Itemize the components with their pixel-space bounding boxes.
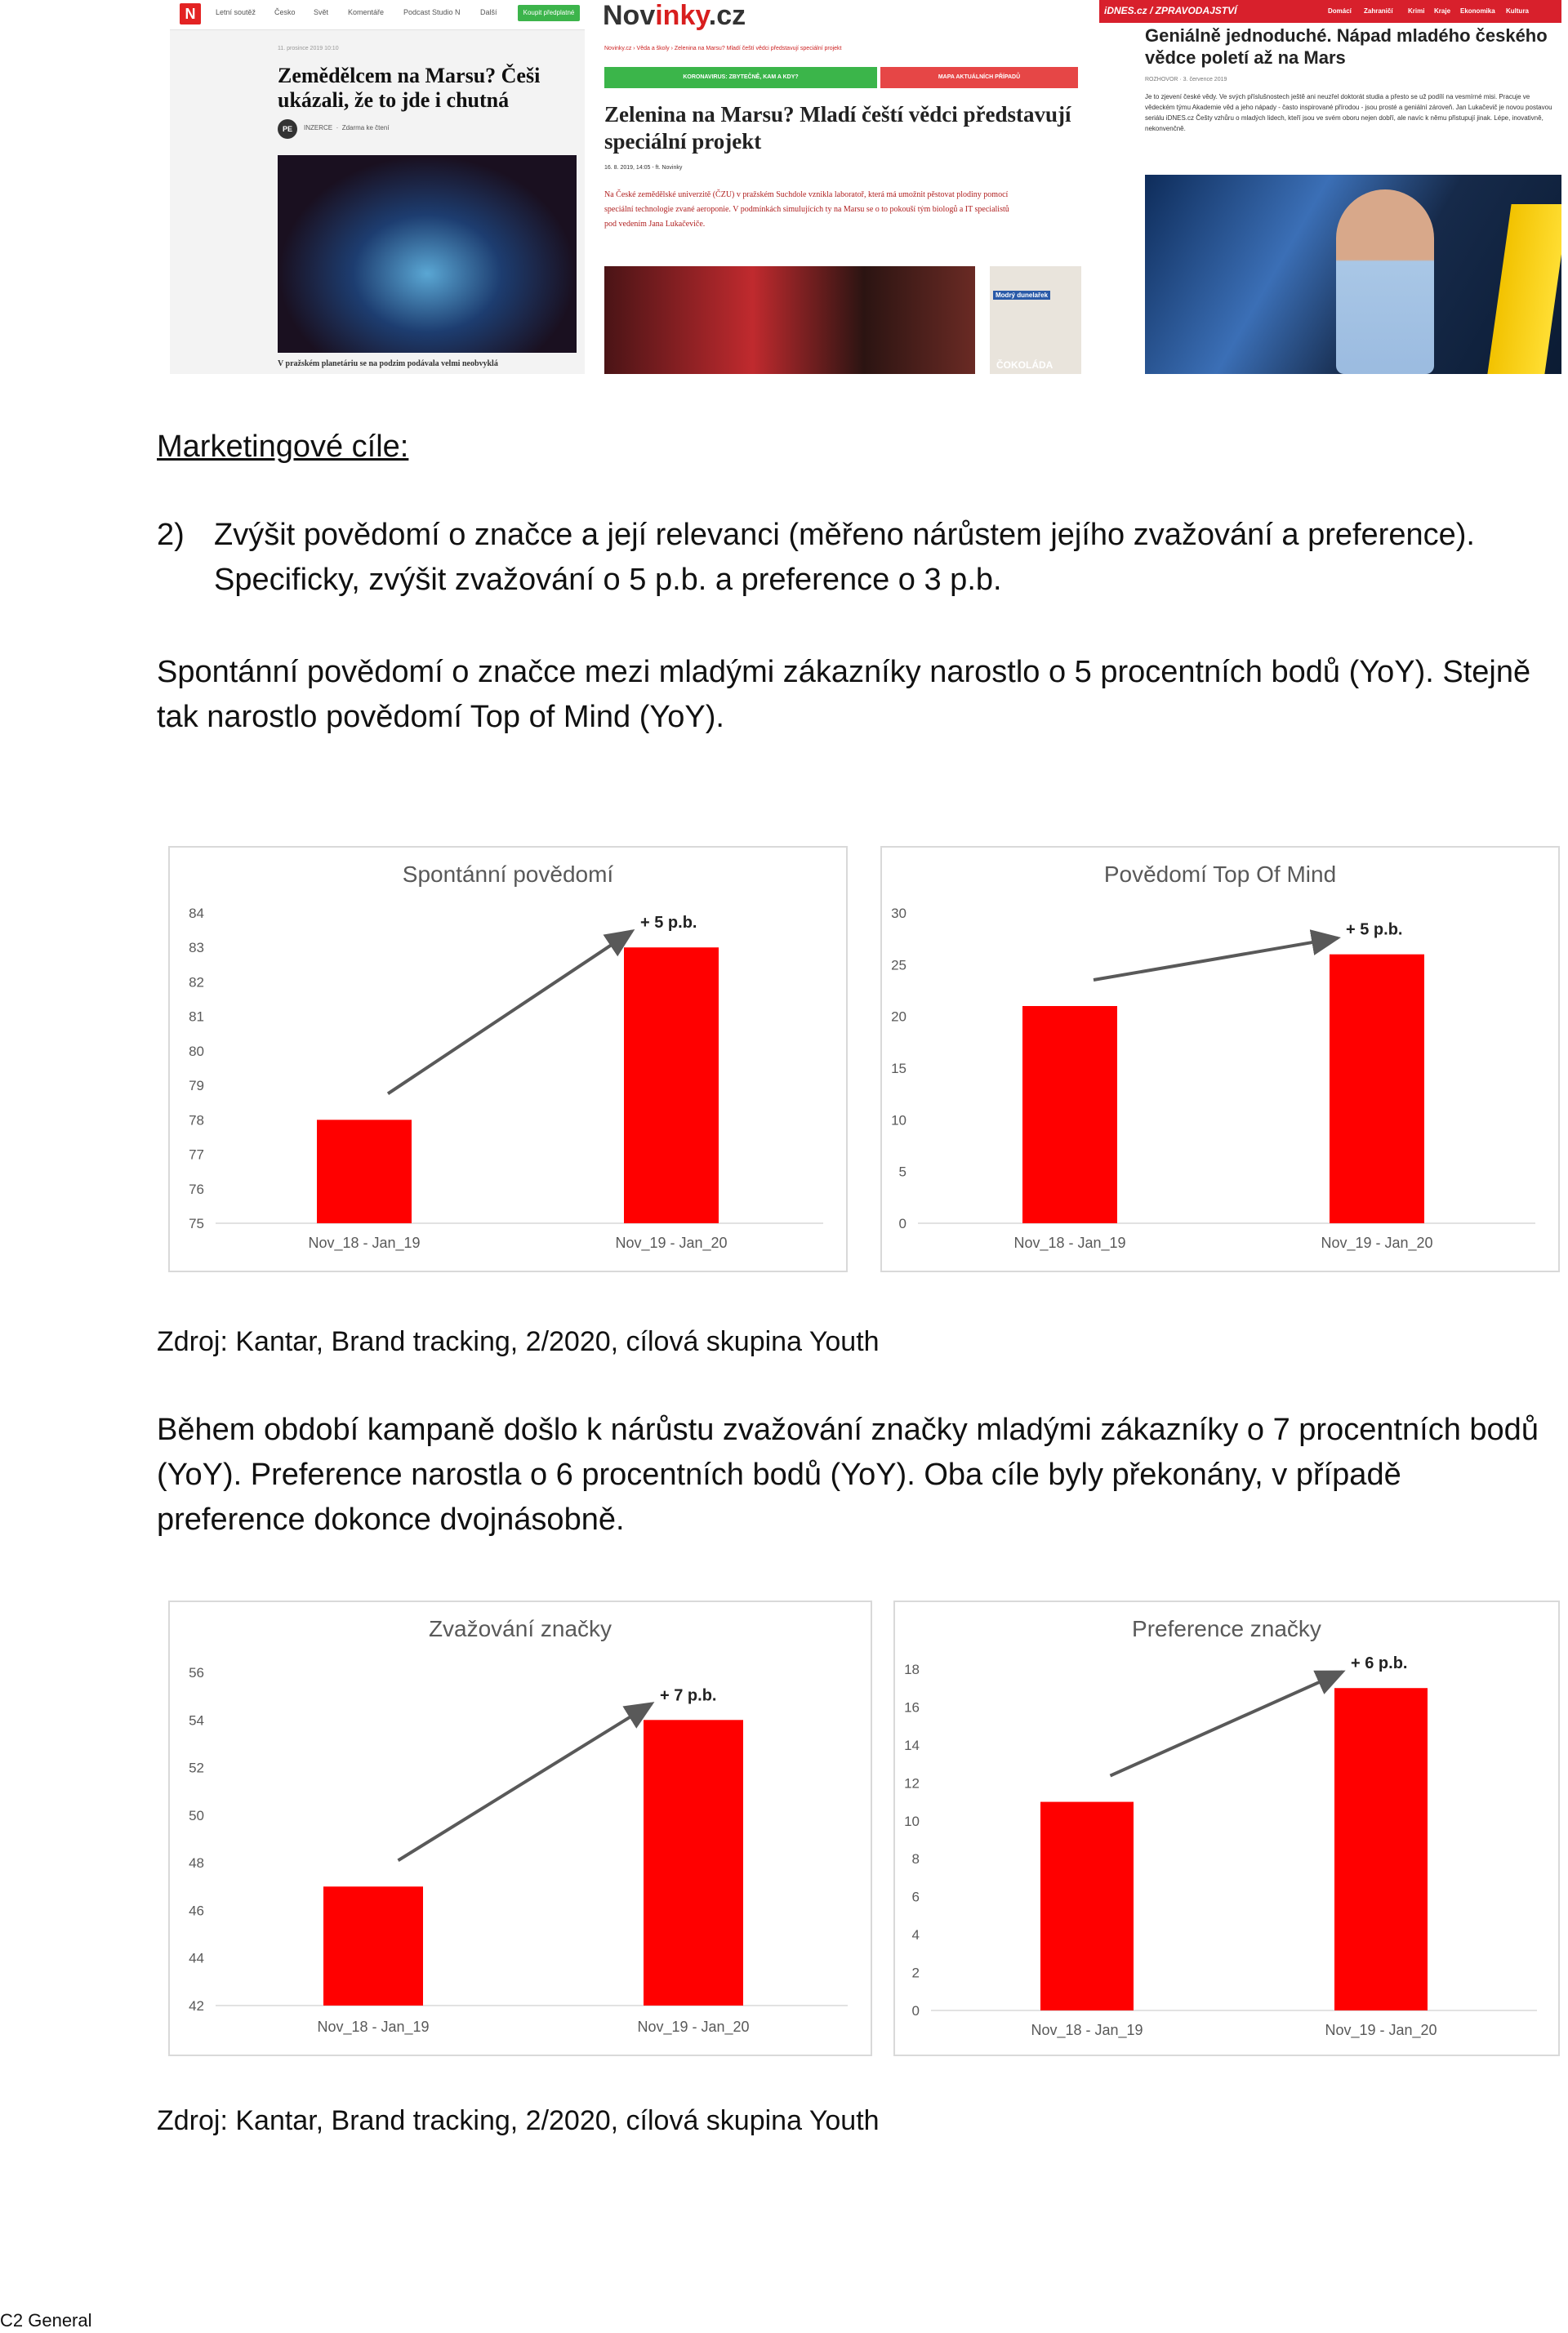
- chart-title: Spontánní povědomí: [402, 862, 614, 887]
- idnes-nav-item[interactable]: Kultura: [1506, 7, 1529, 15]
- bar: [317, 1120, 412, 1223]
- y-tick-label: 15: [891, 1061, 906, 1076]
- n-nav-item[interactable]: Podcast Studio N: [403, 8, 461, 16]
- y-tick-label: 2: [911, 1965, 920, 1981]
- section-heading: Marketingové cíle:: [157, 430, 409, 464]
- y-tick-label: 84: [189, 906, 204, 921]
- novinky-ad-text: ČOKOLÁDA: [996, 359, 1054, 371]
- annotation-label: + 6 p.b.: [1351, 1654, 1408, 1673]
- n-article-date: 11. prosince 2019 10:10: [278, 46, 339, 51]
- chart-svg: [882, 848, 1558, 1271]
- novinky-logo: [603, 0, 746, 32]
- x-tick-label: Nov_19 - Jan_20: [615, 1235, 728, 1251]
- annotation-label: + 5 p.b.: [1346, 920, 1403, 939]
- y-tick-label: 80: [189, 1043, 204, 1059]
- novinky-logo-tail: .cz: [708, 0, 746, 31]
- chart-title: Povědomí Top Of Mind: [1103, 862, 1337, 887]
- chart-title: Preference značky: [1132, 1616, 1321, 1641]
- n-article-photo: [278, 155, 577, 353]
- bar: [644, 1720, 743, 2006]
- y-tick-label: 6: [911, 1889, 920, 1905]
- footer-classification: C2 General: [0, 2310, 92, 2331]
- n-photo-caption: V pražském planetáriu se na podzim podávala velmi neobvyklá: [278, 359, 498, 368]
- x-tick-label: Nov_18 - Jan_19: [1031, 2022, 1143, 2038]
- annotation-label: + 5 p.b.: [640, 914, 697, 933]
- breadcrumb[interactable]: Novinky.cz › Věda a školy › Zelenina na Marsu? Mladí čeští vědci představují speciální projekt: [604, 46, 842, 51]
- n-nav-item[interactable]: Česko: [274, 8, 296, 16]
- source-note: Zdroj: Kantar, Brand tracking, 2/2020, cílová skupina Youth: [157, 1326, 880, 1357]
- y-tick-label: 56: [189, 1665, 204, 1681]
- y-tick-label: 78: [189, 1112, 204, 1129]
- y-tick-label: 76: [189, 1181, 204, 1197]
- y-tick-label: 20: [891, 1008, 906, 1025]
- trend-arrow: [399, 1703, 653, 1860]
- novinky-article-title: Zelenina na Marsu? Mladí čeští vědci představují speciální projekt: [604, 102, 1071, 154]
- y-tick-label: 82: [189, 974, 204, 991]
- y-tick-label: 48: [189, 1855, 204, 1872]
- idnes-nav-item[interactable]: Zahraničí: [1364, 7, 1393, 15]
- goal-text: Zvýšit povědomí o značce a její relevanci (měřeno nárůstem jejího zvažování a preference). Specificky, zvýšit zvažování o 5 p.b. a preference o 3 p.b.: [214, 518, 1475, 597]
- n-nav-item[interactable]: Letní soutěž: [216, 8, 256, 16]
- n-author: INZERCE · Zdarma ke čtení: [304, 124, 390, 131]
- y-tick-label: 50: [189, 1807, 204, 1823]
- novinky-logo-accent: inky: [655, 0, 709, 31]
- x-tick-label: Nov_18 - Jan_19: [308, 1235, 421, 1251]
- chart-svg: [170, 1602, 871, 2055]
- idnes-article-meta: ROZHOVOR · 3. července 2019: [1145, 77, 1227, 82]
- x-tick-label: Nov_19 - Jan_20: [1325, 2022, 1437, 2038]
- y-tick-label: 79: [189, 1078, 204, 1094]
- bar: [1330, 955, 1424, 1223]
- source-note: Zdroj: Kantar, Brand tracking, 2/2020, cílová skupina Youth: [157, 2105, 880, 2136]
- y-tick-label: 83: [189, 940, 204, 956]
- idnes-photo-person: [1336, 189, 1434, 374]
- trend-arrow: [1094, 938, 1338, 980]
- screenshot-novinky: [603, 0, 1081, 374]
- idnes-nav-item[interactable]: Domácí: [1328, 7, 1352, 15]
- x-tick-label: Nov_18 - Jan_19: [1013, 1235, 1126, 1251]
- bar: [323, 1886, 423, 2006]
- y-tick-label: 30: [891, 906, 906, 921]
- idnes-nav-item[interactable]: Krimi: [1408, 7, 1425, 15]
- y-tick-label: 10: [891, 1112, 906, 1129]
- y-tick-label: 54: [189, 1712, 204, 1729]
- y-tick-label: 81: [189, 1008, 204, 1025]
- idnes-article-title: Geniálně jednoduché. Nápad mladého českého vědce poletí až na Mars: [1145, 25, 1548, 68]
- screenshot-denik-n: [170, 0, 585, 374]
- bar: [1040, 1802, 1134, 2010]
- n-nav-item[interactable]: Další: [480, 8, 497, 16]
- y-tick-label: 75: [189, 1216, 204, 1231]
- y-tick-label: 77: [189, 1146, 204, 1163]
- trend-arrow: [1111, 1672, 1343, 1775]
- y-tick-label: 25: [891, 957, 906, 973]
- y-tick-label: 8: [911, 1851, 920, 1868]
- x-tick-label: Nov_19 - Jan_20: [1321, 1235, 1433, 1251]
- idnes-nav-item[interactable]: Kraje: [1434, 7, 1451, 15]
- y-tick-label: 10: [904, 1813, 920, 1829]
- trend-arrow: [388, 931, 632, 1093]
- n-author-note: Zdarma ke čtení: [341, 124, 390, 131]
- screenshot-idnes: [1099, 0, 1561, 374]
- novinky-article-perex: Na České zemědělské univerzitě (ČZU) v pražském Suchdole vznikla laboratoř, která má umožnit pěstovat plodiny pomocí speciální technologie zvané aeroponie. V podmínkách simulujících ty na Marsu se o to pokouší tým biologů a IT specialistů pod vedením Jana Lukačeviče.: [604, 190, 1009, 229]
- goal-number: 2): [157, 518, 185, 552]
- chart-svg: [895, 1602, 1558, 2055]
- n-author-name: INZERCE: [304, 124, 333, 131]
- novinky-covid-button[interactable]: KORONAVIRUS: ZBYTEČNĚ, KAM A KDY?: [604, 67, 877, 88]
- x-tick-label: Nov_18 - Jan_19: [317, 2019, 430, 2035]
- novinky-ad-label: Modrý dunelařek: [993, 291, 1050, 300]
- bar: [1334, 1688, 1428, 2010]
- y-tick-label: 0: [898, 1216, 906, 1231]
- y-tick-label: 52: [189, 1760, 204, 1776]
- n-nav-item[interactable]: Svět: [314, 8, 329, 16]
- y-tick-label: 42: [189, 1998, 204, 2014]
- y-tick-label: 4: [911, 1927, 920, 1943]
- novinky-ad[interactable]: [990, 266, 1081, 374]
- chart-svg: [170, 848, 846, 1271]
- novinky-map-button[interactable]: MAPA AKTUÁLNÍCH PŘÍPADŮ: [880, 67, 1078, 88]
- novinky-article-photo: [604, 266, 975, 374]
- paragraph-consideration: Během období kampaně došlo k nárůstu zvažování značky mladými zákazníky o 7 procentních bodů (YoY). Preference narostla o 6 procentních bodů (YoY). Oba cíle byly překonány, v případě preference dokonce dvojnásobně.: [157, 1413, 1539, 1537]
- n-subscribe-button[interactable]: Koupit předplatné: [518, 5, 580, 21]
- n-nav-item[interactable]: Komentáře: [348, 8, 385, 16]
- chart-spontaneous-awareness: [168, 846, 848, 1272]
- y-tick-label: 12: [904, 1775, 920, 1792]
- bar: [624, 947, 719, 1223]
- y-tick-label: 44: [189, 1950, 204, 1966]
- paragraph-awareness: Spontánní povědomí o značce mezi mladými zákazníky narostlo o 5 procentních bodů (YoY). Stejně tak narostlo povědomí Top of Mind (YoY).: [157, 655, 1531, 734]
- annotation-label: + 7 p.b.: [660, 1686, 717, 1705]
- y-tick-label: 14: [904, 1737, 920, 1753]
- n-article-title: Zemědělcem na Marsu? Češi ukázali, že to jde i chutná: [278, 64, 541, 112]
- y-tick-label: 5: [898, 1164, 906, 1180]
- y-tick-label: 16: [904, 1699, 920, 1716]
- x-tick-label: Nov_19 - Jan_20: [637, 2019, 750, 2035]
- bar: [1022, 1006, 1117, 1223]
- chart-title: Zvažování značky: [428, 1616, 612, 1641]
- y-tick-label: 18: [904, 1662, 920, 1677]
- idnes-article-perex: Je to zjevení české vědy. Ve svých příslušnostech ještě ani neuzřel doktorát studia a přesto se už podílí na vesmírné misi. Pracuje ve vědeckém týmu Akademie věd a jeho nápady - často inspirované přírodou - jsou prosté a geniální zároveň. Jan Lukačevič je novou postavou seriálu iDNES.cz Češty vzhůru o mladých lidech, kteří jsou ve svém oboru nejen dobří, ale navíc k němu přistupují jinak. Lépe, inovativně, nekonvenčně.: [1145, 93, 1552, 132]
- idnes-brand[interactable]: iDNES.cz / ZPRAVODAJSTVÍ: [1104, 5, 1237, 16]
- n-logo-icon: N: [180, 3, 201, 24]
- novinky-logo-main: Nov: [603, 0, 656, 31]
- chart-brand-consideration: [168, 1601, 872, 2056]
- chart-brand-preference: [893, 1601, 1560, 2056]
- avatar: PE: [278, 119, 297, 139]
- chart-top-of-mind: [880, 846, 1560, 1272]
- y-tick-label: 0: [911, 2003, 920, 2019]
- novinky-article-meta: 16. 8. 2019, 14:05 - ft. Novinky: [604, 165, 683, 171]
- idnes-nav-item[interactable]: Ekonomika: [1460, 7, 1495, 15]
- y-tick-label: 46: [189, 1903, 204, 1919]
